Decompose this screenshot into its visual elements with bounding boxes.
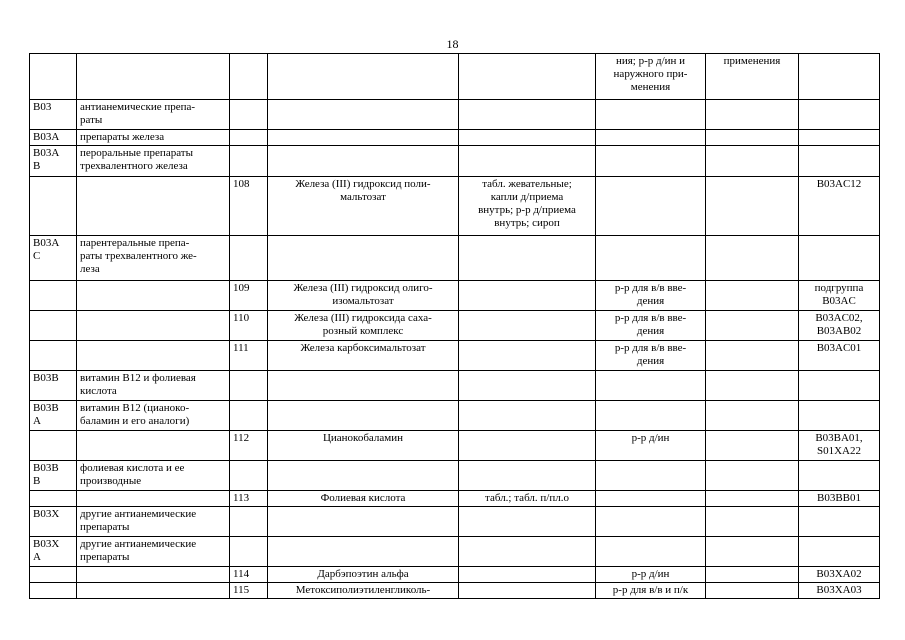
group-name-cell bbox=[77, 341, 230, 371]
dosage-form-cell bbox=[459, 371, 596, 401]
route-cell bbox=[596, 177, 706, 236]
group-name-cell: антианемические препа- раты bbox=[77, 100, 230, 130]
drug-name-cell: Дарбэпоэтин альфа bbox=[268, 567, 459, 583]
dosage-form-cell bbox=[459, 100, 596, 130]
table-row bbox=[30, 401, 880, 431]
route-cell bbox=[596, 491, 706, 507]
group-name-cell: витамин B12 и фолиевая кислота bbox=[77, 371, 230, 401]
dosage-form-cell bbox=[459, 401, 596, 431]
note-cell bbox=[706, 537, 799, 567]
group-name-cell: парентеральные препа- раты трехвалентного же- леза bbox=[77, 236, 230, 281]
group-name-cell bbox=[77, 567, 230, 583]
item-number-cell bbox=[230, 537, 268, 567]
note-cell bbox=[706, 507, 799, 537]
atc-code-cell: B03B B bbox=[30, 461, 77, 491]
atc-code-cell bbox=[30, 281, 77, 311]
note-cell: применения bbox=[706, 54, 799, 100]
route-cell bbox=[596, 461, 706, 491]
table-row bbox=[30, 236, 880, 281]
route-cell bbox=[596, 537, 706, 567]
dosage-form-cell: табл.; табл. п/пл.о bbox=[459, 491, 596, 507]
route-cell: р-р для в/в вве- дения bbox=[596, 311, 706, 341]
code-cell: B03XA03 bbox=[799, 583, 880, 599]
code-cell: B03BA01, S01XA22 bbox=[799, 431, 880, 461]
item-number-cell bbox=[230, 236, 268, 281]
note-cell bbox=[706, 431, 799, 461]
group-name-cell bbox=[77, 54, 230, 100]
atc-code-cell: B03A B bbox=[30, 146, 77, 177]
note-cell bbox=[706, 491, 799, 507]
route-cell: р-р для в/в и п/к bbox=[596, 583, 706, 599]
code-cell bbox=[799, 100, 880, 130]
item-number-cell bbox=[230, 54, 268, 100]
dosage-form-cell bbox=[459, 341, 596, 371]
code-cell: B03BB01 bbox=[799, 491, 880, 507]
group-name-cell bbox=[77, 583, 230, 599]
note-cell bbox=[706, 311, 799, 341]
note-cell bbox=[706, 146, 799, 177]
table-row bbox=[30, 507, 880, 537]
code-cell: подгруппа B03AC bbox=[799, 281, 880, 311]
note-cell bbox=[706, 100, 799, 130]
route-cell: р-р д/ин bbox=[596, 431, 706, 461]
dosage-form-cell bbox=[459, 431, 596, 461]
note-cell bbox=[706, 177, 799, 236]
item-number-cell bbox=[230, 507, 268, 537]
dosage-form-cell bbox=[459, 146, 596, 177]
atc-code-cell bbox=[30, 431, 77, 461]
item-number-cell bbox=[230, 371, 268, 401]
group-name-cell: другие антианемические препараты bbox=[77, 507, 230, 537]
drug-name-cell: Железа (III) гидроксид олиго- изомальтозат bbox=[268, 281, 459, 311]
group-name-cell bbox=[77, 491, 230, 507]
table-body bbox=[30, 54, 880, 599]
dosage-form-cell bbox=[459, 281, 596, 311]
table-row bbox=[30, 100, 880, 130]
drug-name-cell bbox=[268, 461, 459, 491]
item-number-cell: 108 bbox=[230, 177, 268, 236]
drug-name-cell: Фолиевая кислота bbox=[268, 491, 459, 507]
code-cell: B03XA02 bbox=[799, 567, 880, 583]
group-name-cell bbox=[77, 281, 230, 311]
drug-name-cell: Железа (III) гидроксида саха- розный комплекс bbox=[268, 311, 459, 341]
code-cell bbox=[799, 461, 880, 491]
item-number-cell: 110 bbox=[230, 311, 268, 341]
code-cell: B03AC01 bbox=[799, 341, 880, 371]
atc-code-cell: B03X A bbox=[30, 537, 77, 567]
table-row bbox=[30, 537, 880, 567]
code-cell: B03AC02, B03AB02 bbox=[799, 311, 880, 341]
group-name-cell bbox=[77, 311, 230, 341]
atc-code-cell bbox=[30, 311, 77, 341]
note-cell bbox=[706, 583, 799, 599]
atc-code-cell bbox=[30, 583, 77, 599]
item-number-cell bbox=[230, 401, 268, 431]
drug-name-cell bbox=[268, 130, 459, 146]
table-row bbox=[30, 431, 880, 461]
code-cell bbox=[799, 54, 880, 100]
note-cell bbox=[706, 567, 799, 583]
table-row bbox=[30, 281, 880, 311]
route-cell bbox=[596, 236, 706, 281]
note-cell bbox=[706, 236, 799, 281]
item-number-cell: 112 bbox=[230, 431, 268, 461]
drug-name-cell bbox=[268, 236, 459, 281]
drug-name-cell bbox=[268, 507, 459, 537]
item-number-cell: 114 bbox=[230, 567, 268, 583]
atc-code-cell: B03B bbox=[30, 371, 77, 401]
drug-name-cell bbox=[268, 54, 459, 100]
table-row bbox=[30, 461, 880, 491]
note-cell bbox=[706, 281, 799, 311]
drug-name-cell bbox=[268, 401, 459, 431]
item-number-cell bbox=[230, 146, 268, 177]
route-cell: р-р для в/в вве- дения bbox=[596, 281, 706, 311]
atc-code-cell bbox=[30, 54, 77, 100]
dosage-form-cell: табл. жевательные; капли д/приема внутрь; р-р д/приема внутрь; сироп bbox=[459, 177, 596, 236]
group-name-cell: другие антианемические препараты bbox=[77, 537, 230, 567]
group-name-cell bbox=[77, 177, 230, 236]
dosage-form-cell bbox=[459, 461, 596, 491]
table-row bbox=[30, 54, 880, 100]
atc-code-cell: B03A bbox=[30, 130, 77, 146]
item-number-cell: 115 bbox=[230, 583, 268, 599]
atc-code-cell: B03X bbox=[30, 507, 77, 537]
group-name-cell: препараты железа bbox=[77, 130, 230, 146]
note-cell bbox=[706, 341, 799, 371]
route-cell: р-р для в/в вве- дения bbox=[596, 341, 706, 371]
group-name-cell: пероральные препараты трехвалентного железа bbox=[77, 146, 230, 177]
item-number-cell: 109 bbox=[230, 281, 268, 311]
note-cell bbox=[706, 371, 799, 401]
route-cell bbox=[596, 401, 706, 431]
item-number-cell bbox=[230, 461, 268, 491]
atc-code-cell bbox=[30, 491, 77, 507]
drug-name-cell: Цианокобаламин bbox=[268, 431, 459, 461]
note-cell bbox=[706, 401, 799, 431]
drug-name-cell bbox=[268, 100, 459, 130]
code-cell bbox=[799, 146, 880, 177]
note-cell bbox=[706, 461, 799, 491]
code-cell bbox=[799, 507, 880, 537]
atc-code-cell bbox=[30, 177, 77, 236]
page-number: 18 bbox=[446, 37, 459, 51]
item-number-cell: 111 bbox=[230, 341, 268, 371]
route-cell: р-р д/ин bbox=[596, 567, 706, 583]
drug-name-cell: Железа карбоксимальтозат bbox=[268, 341, 459, 371]
atc-code-cell bbox=[30, 567, 77, 583]
code-cell bbox=[799, 537, 880, 567]
dosage-form-cell bbox=[459, 236, 596, 281]
drug-name-cell bbox=[268, 371, 459, 401]
code-cell bbox=[799, 236, 880, 281]
table-row bbox=[30, 130, 880, 146]
item-number-cell bbox=[230, 130, 268, 146]
atc-code-cell: B03 bbox=[30, 100, 77, 130]
dosage-form-cell bbox=[459, 567, 596, 583]
group-name-cell bbox=[77, 431, 230, 461]
table-row bbox=[30, 341, 880, 371]
item-number-cell bbox=[230, 100, 268, 130]
atc-code-cell: B03A C bbox=[30, 236, 77, 281]
code-cell bbox=[799, 371, 880, 401]
note-cell bbox=[706, 130, 799, 146]
dosage-form-cell bbox=[459, 311, 596, 341]
table-row bbox=[30, 567, 880, 583]
route-cell bbox=[596, 130, 706, 146]
table-row bbox=[30, 371, 880, 401]
code-cell: B03AC12 bbox=[799, 177, 880, 236]
route-cell bbox=[596, 146, 706, 177]
dosage-form-cell bbox=[459, 507, 596, 537]
route-cell bbox=[596, 100, 706, 130]
route-cell bbox=[596, 371, 706, 401]
dosage-form-cell bbox=[459, 537, 596, 567]
code-cell bbox=[799, 130, 880, 146]
route-cell: ния; р-р д/ин и наружного при- менения bbox=[596, 54, 706, 100]
atc-code-cell: B03B A bbox=[30, 401, 77, 431]
group-name-cell: витамин B12 (цианоко- баламин и его аналоги) bbox=[77, 401, 230, 431]
item-number-cell: 113 bbox=[230, 491, 268, 507]
code-cell bbox=[799, 401, 880, 431]
drug-name-cell bbox=[268, 146, 459, 177]
table-row bbox=[30, 491, 880, 507]
drug-name-cell: Метоксиполиэтиленгликоль- bbox=[268, 583, 459, 599]
route-cell bbox=[596, 507, 706, 537]
table-row bbox=[30, 177, 880, 236]
dosage-form-cell bbox=[459, 130, 596, 146]
dosage-form-cell bbox=[459, 583, 596, 599]
drug-name-cell bbox=[268, 537, 459, 567]
atc-code-cell bbox=[30, 341, 77, 371]
drug-list-table bbox=[29, 53, 880, 599]
dosage-form-cell bbox=[459, 54, 596, 100]
group-name-cell: фолиевая кислота и ее производные bbox=[77, 461, 230, 491]
table-row bbox=[30, 311, 880, 341]
drug-name-cell: Железа (III) гидроксид поли- мальтозат bbox=[268, 177, 459, 236]
table-row bbox=[30, 583, 880, 599]
table-row bbox=[30, 146, 880, 177]
